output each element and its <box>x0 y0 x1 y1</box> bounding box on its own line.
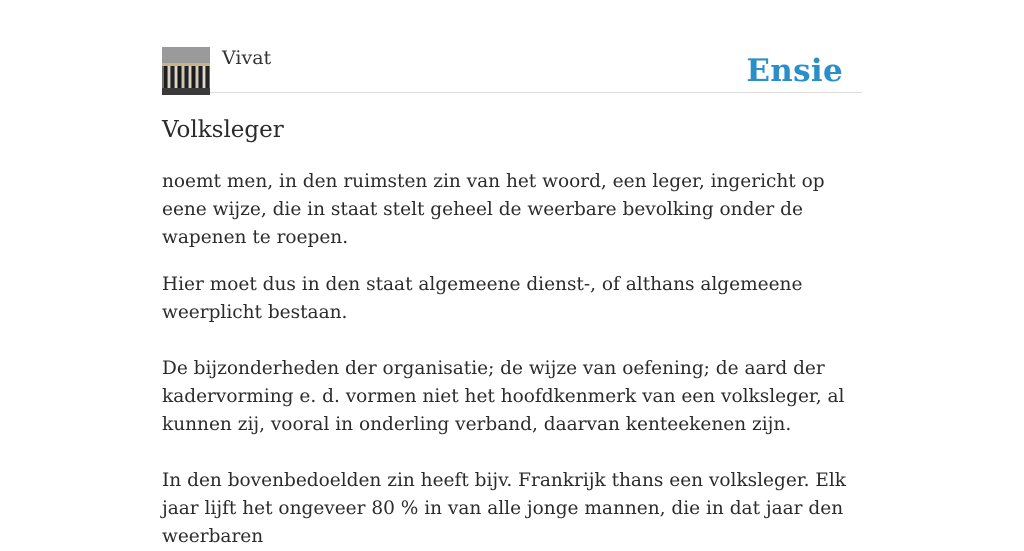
article-paragraph: In den bovenbedoelden zin heeft bijv. Frankrijk thans een volksleger. Elk jaar lijft het ongeveer 80 % in van alle jonge mannen, die in dat jaar den weerbaren <box>162 470 847 547</box>
author-avatar[interactable] <box>162 47 210 95</box>
brand-logo[interactable]: Ensie <box>746 53 843 89</box>
book-shelf-avatar-icon <box>162 47 210 95</box>
author-name[interactable]: Vivat <box>222 47 272 69</box>
article-title: Volksleger <box>162 117 284 143</box>
article-paragraph: De bijzonderheden der organisatie; de wijze van oefening; de aard der kadervorming e. d. vormen niet het hoofdkenmerk van een volksleger, al kunnen zij, vooral in onderling verband, daarvan kenteekenen zijn. <box>162 358 845 435</box>
page-header <box>162 46 862 93</box>
article-paragraph: Hier moet dus in den staat algemeene dienst-, of althans algemeene weerplicht bestaan. <box>162 274 803 323</box>
article-paragraph: noemt men, in den ruimsten zin van het woord, een leger, ingericht op eene wijze, die in staat stelt geheel de weerbare bevolking onder de wapenen te roepen. <box>162 171 825 248</box>
article-body <box>162 168 862 551</box>
